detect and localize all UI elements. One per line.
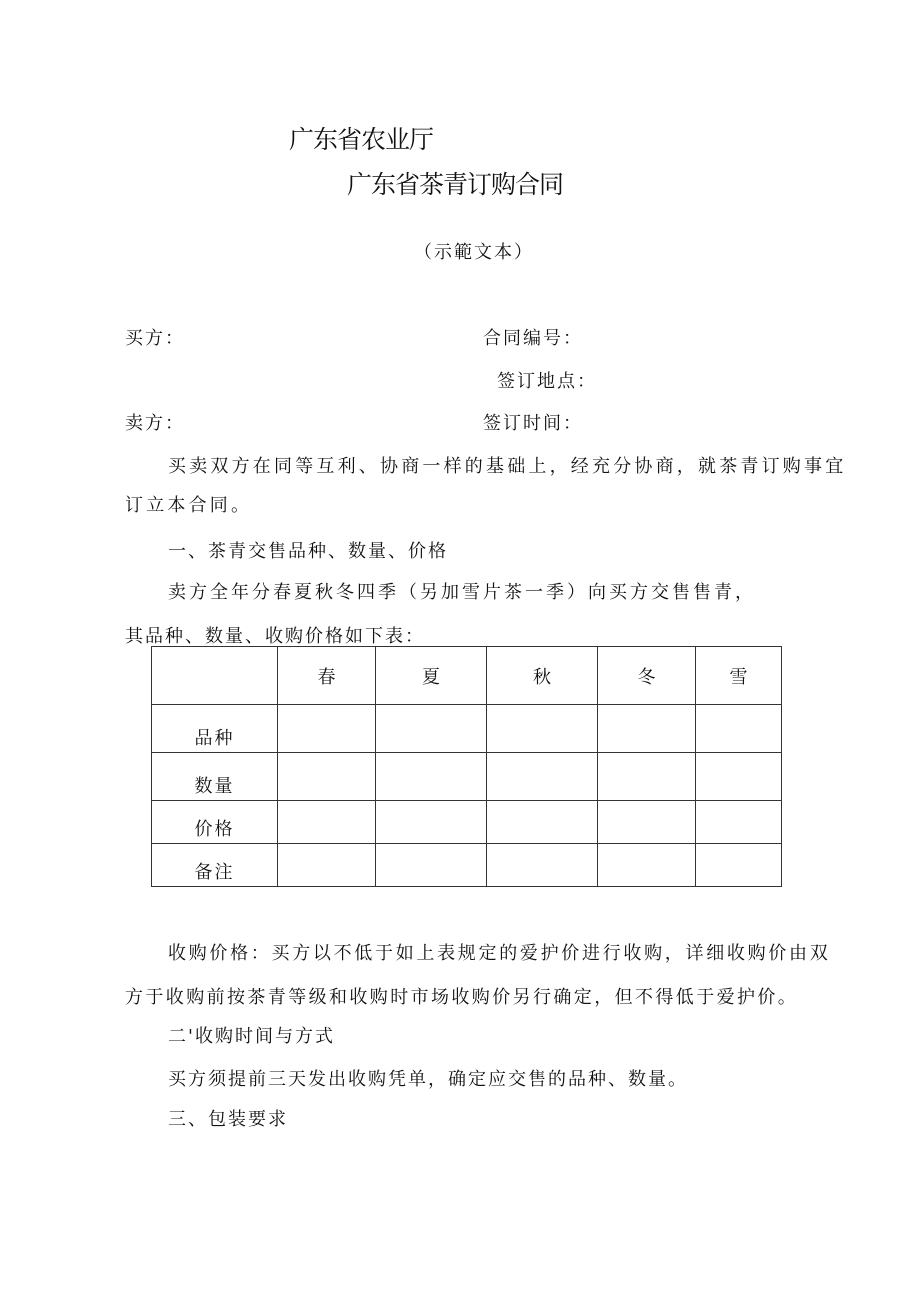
table-header-spring: 春 xyxy=(278,647,376,705)
table-header-winter: 冬 xyxy=(598,647,696,705)
table-cell xyxy=(278,705,376,753)
tea-order-table xyxy=(151,646,782,887)
buyer-label: 买方： xyxy=(125,328,185,349)
intro-paragraph-line1: 买卖双方在同等互利、协商一样的基础上，经充分协商，就茶青订购事宜 xyxy=(168,456,847,477)
table-cell xyxy=(376,753,487,801)
section-2-text: 买方须提前三天发出收购凭单，确定应交售的品种、数量。 xyxy=(168,1069,688,1090)
table-cell xyxy=(487,844,598,887)
table-cell xyxy=(598,753,696,801)
table-cell xyxy=(598,801,696,844)
table-header-autumn: 秋 xyxy=(487,647,598,705)
table-cell xyxy=(696,844,782,887)
table-row xyxy=(152,801,782,844)
price-paragraph-line2: 方于收购前按茶青等级和收购时市场收购价另行确定，但不得低于爱护价。 xyxy=(125,987,799,1008)
document-subtitle: （示範文本） xyxy=(414,242,534,263)
table-header-summer: 夏 xyxy=(376,647,487,705)
table-cell xyxy=(598,844,696,887)
table-row xyxy=(152,705,782,753)
document-title: 广东省茶青订购合同 xyxy=(347,170,564,199)
table-cell xyxy=(487,801,598,844)
sign-place-label: 签订地点： xyxy=(497,371,597,392)
table-cell xyxy=(487,705,598,753)
table-cell xyxy=(696,753,782,801)
section-1-text-line2: 其品种、数量、收购价格如下表： xyxy=(125,626,425,647)
section-1-text-line1: 卖方全年分春夏秋冬四季（另加雪片茶一季）向买方交售售青， xyxy=(168,582,756,603)
contract-no-label: 合同编号： xyxy=(483,328,583,349)
table-cell xyxy=(696,801,782,844)
table-cell xyxy=(376,801,487,844)
section-1-heading: 一、茶青交售品种、数量、价格 xyxy=(168,541,448,562)
seller-label: 卖方： xyxy=(125,413,185,434)
table-header-blank xyxy=(152,647,278,705)
table-cell xyxy=(278,801,376,844)
table-cell xyxy=(376,705,487,753)
issuing-org: 广东省农业厅 xyxy=(289,125,434,154)
table-cell xyxy=(278,844,376,887)
section-3-heading: 三、包装要求 xyxy=(168,1109,288,1130)
row-label-remarks: 备注 xyxy=(152,844,278,887)
table-header-snow: 雪 xyxy=(696,647,782,705)
intro-paragraph-line2: 订立本合同。 xyxy=(125,495,253,516)
table-cell xyxy=(278,753,376,801)
sign-time-label: 签订时间： xyxy=(483,413,583,434)
table-cell xyxy=(598,705,696,753)
section-2-heading: 二'收购时间与方式 xyxy=(168,1026,335,1047)
table-cell xyxy=(696,705,782,753)
row-label-price: 价格 xyxy=(152,801,278,844)
table-row xyxy=(152,753,782,801)
row-label-quantity: 数量 xyxy=(152,753,278,801)
table-cell xyxy=(376,844,487,887)
table-cell xyxy=(487,753,598,801)
table-row xyxy=(152,844,782,887)
row-label-variety: 品种 xyxy=(152,705,278,753)
price-paragraph-line1: 收购价格：买方以不低于如上表规定的爱护价进行收购，详细收购价由双 xyxy=(168,943,831,964)
